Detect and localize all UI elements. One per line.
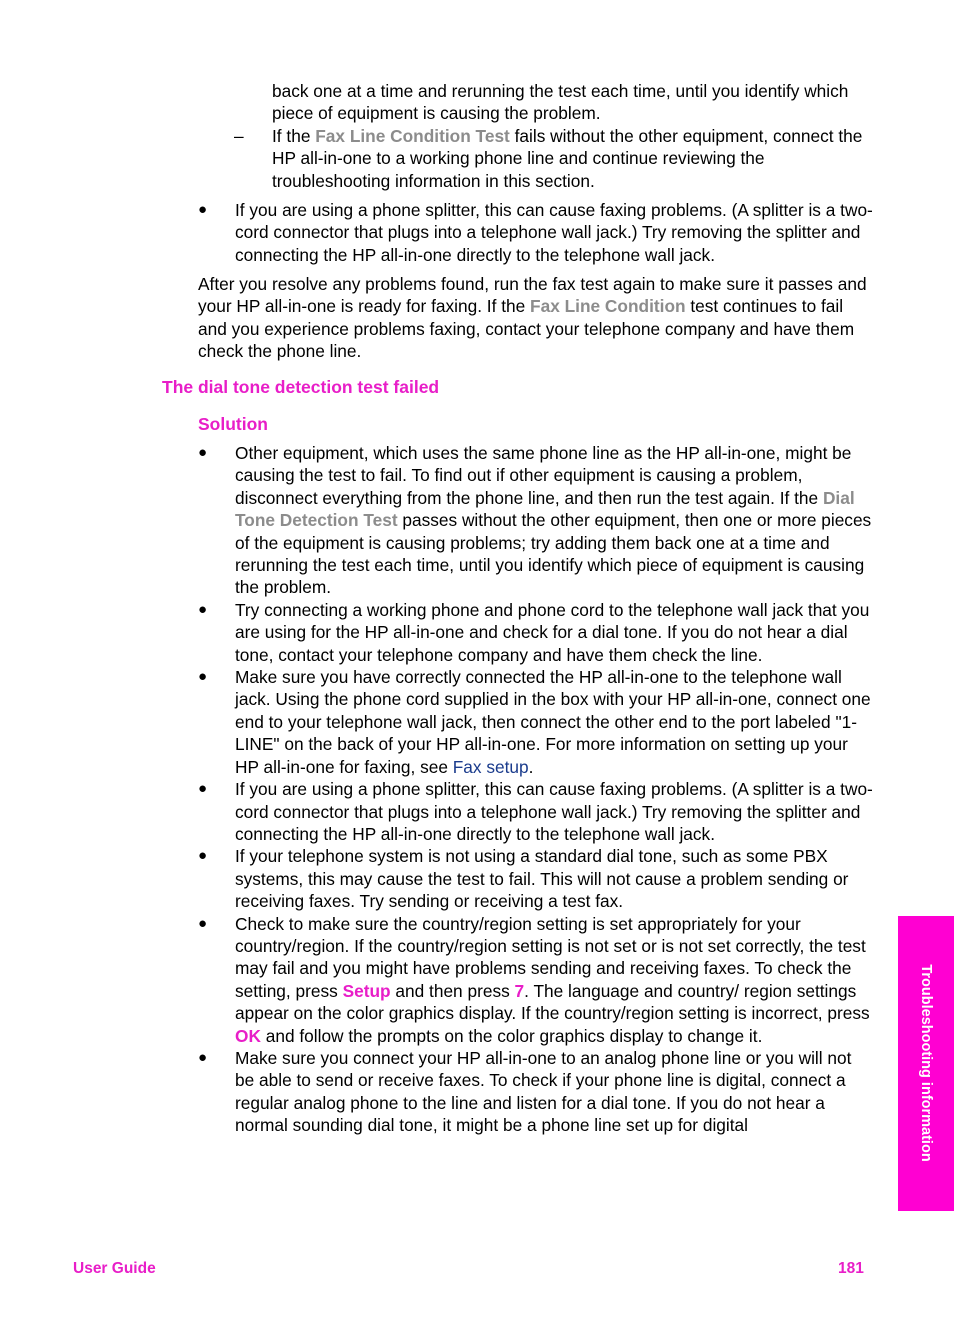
section-heading: The dial tone detection test failed [162,377,440,397]
bullet-icon: ● [198,847,208,865]
text-run: . [528,756,534,777]
list-item-text [235,666,874,778]
side-tab-label: Troubleshooting information [918,964,935,1162]
dash-item-text [272,125,874,192]
footer-guide-title: User Guide [73,1260,156,1277]
list-item-text [235,442,874,599]
bullet-icon: ● [198,600,208,618]
list-item [198,778,874,845]
section-side-tab [898,916,954,1211]
list-item [198,1047,874,1137]
list-item-text: If your telephone system is not using a standard dial tone, such as some PBX systems, this may cause the test to fail. This will not cause a problem sending or receiving faxes. Try sending or receiving a test fax. [235,846,849,912]
text-run: and follow the prompts on the color graphics display to change it. [260,1025,763,1046]
bullet-icon: ● [198,668,208,686]
text-run: If the [272,126,316,146]
text-run: Check to make sure the country/region setting is set appropriately for your country/region. If the country/region setting is not set or is not set correctly, the test may fail and you might have problems sending and receiving faxes. To check the setting, press [235,913,866,1001]
fax-setup-link[interactable]: Fax setup [452,756,529,777]
list-item-text: If you are using a phone splitter, this can cause faxing problems. (A splitter is a two-cord connector that plugs into a telephone wall jack.) Try removing the splitter and connecting the HP all-in-one directly to the telephone wall jack. [235,779,873,844]
dash-list-item [234,125,874,192]
text-run: After you resolve any problems found, run the fax test again to make sure it passes and your HP all-in-one is ready for faxing. If the [198,274,867,317]
text-run: Other equipment, which uses the same phone line as the HP all-in-one, might be causing the test to fail. To find out if other equipment is causing a problem, disconnect everything from the phone line, and then run the test again. If the [235,443,852,508]
ui-term: Fax Line Condition [530,296,686,317]
list-item [198,442,874,599]
bullet-icon: ● [198,1048,208,1066]
text-run: passes without the other equipment, then one or more pieces of the equipment is causing problems; try adding them back one at a time and rerunning the test each time, until you identify which piece of equipment is causing the problem. [235,510,872,598]
bullet-icon: ● [198,444,208,461]
solution-heading: Solution [198,414,268,434]
list-item [198,666,874,778]
after-resolve-paragraph [198,273,874,363]
ok-key: OK [235,1025,261,1046]
text-run: Make sure you have correctly connected the HP all-in-one to the telephone wall jack. Using the phone cord supplied in the box with your HP all-in-one, connect one end to your telephone wall jack, then connect the other end to the port labeled "1-LINE" on the back of your HP all-in-one. For more information on setting up your HP all-in-one for faxing, see [235,667,871,777]
list-item [198,199,874,266]
ui-term: Fax Line Condition Test [315,126,510,146]
seven-key: 7 [514,980,525,1001]
text-run: and then press [390,980,515,1001]
text-run: test continues to fail and you experience problems faxing, contact your telephone company and have them check the phone line. [198,296,855,362]
dash-marker: – [234,126,244,146]
solution-list [198,442,874,1137]
text-run: . The language and country/ region settings appear on the color graphics display. If the country/region setting is incorrect, press [235,980,870,1024]
list-item [198,913,874,1047]
list-item-text: Try connecting a working phone and phone cord to the telephone wall jack that you are using for the HP all-in-one and check for a dial tone. If you do not hear a dial tone, contact your telephone company and have them check the line. [235,599,870,665]
list-item-text: Make sure you connect your HP all-in-one to an analog phone line or you will not be able to send or receive faxes. To check if your phone line is digital, connect a regular analog phone to the line and listen for a dial tone. If you do not hear a normal sounding dial tone, it might be a phone line set up for digital [235,1047,852,1136]
bullet-icon: ● [198,914,208,932]
list-item [198,599,874,666]
ui-term: Dial Tone Detection Test [235,487,855,531]
list-item-text [235,913,874,1047]
top-bullet-list [198,199,874,266]
continuation-text: back one at a time and rerunning the test each time, until you identify which piece of equipment is causing the problem. [272,81,849,124]
text-run: fails without the other equipment, connect the HP all-in-one to a working phone line and continue reviewing the troubleshooting information in this section. [272,126,863,191]
list-item [198,845,874,912]
bullet-icon: ● [198,780,208,798]
bullet-icon: ● [198,201,208,218]
setup-key: Setup [342,980,391,1001]
list-item-text: If you are using a phone splitter, this can cause faxing problems. (A splitter is a two-cord connector that plugs into a telephone wall jack.) Try removing the splitter and connecting the HP all-in-one directly to the telephone wall jack. [235,200,873,265]
page-number: 181 [838,1260,864,1277]
